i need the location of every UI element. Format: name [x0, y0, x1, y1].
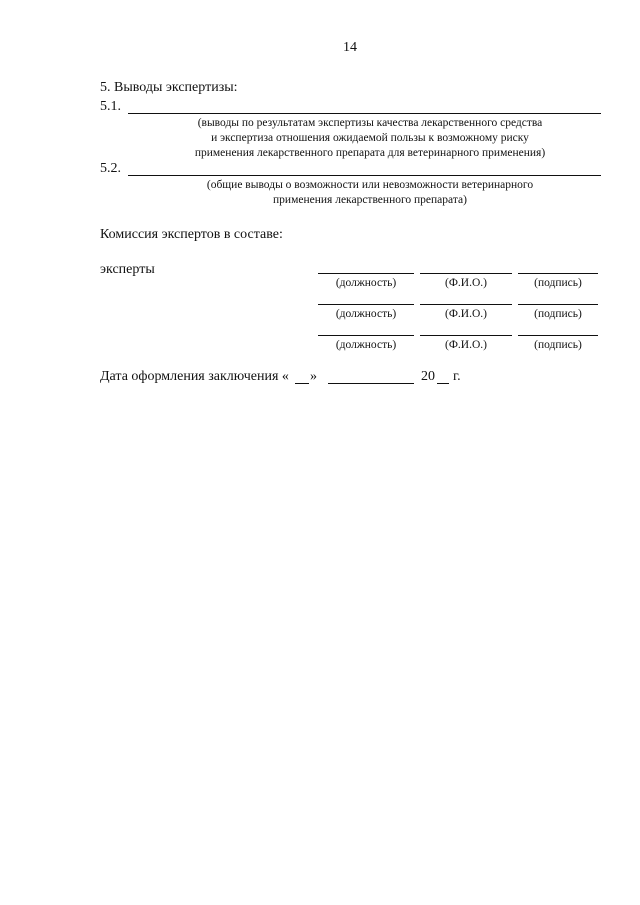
- caption-line: применения лекарственного препарата для ветеринарного применения): [194, 147, 546, 159]
- name-line: [420, 304, 512, 305]
- position-caption: (должность): [335, 277, 397, 289]
- item-5-1-label: 5.1.: [100, 99, 121, 114]
- name-caption: (Ф.И.О.): [445, 277, 487, 289]
- item-5-2-label: 5.2.: [100, 161, 121, 176]
- caption-line: и экспертиза отношения ожидаемой пользы к возможному риску: [211, 132, 529, 144]
- name-caption: (Ф.И.О.): [445, 308, 487, 320]
- position-line: [318, 273, 414, 274]
- section-heading: 5. Выводы экспертизы:: [100, 80, 238, 95]
- caption-line: применения лекарственного препарата): [273, 194, 467, 206]
- date-quote-close: »: [310, 369, 317, 384]
- name-caption: (Ф.И.О.): [445, 339, 487, 351]
- signature-line: [518, 335, 598, 336]
- position-caption: (должность): [335, 339, 397, 351]
- date-prefix: Дата оформления заключения «: [100, 369, 289, 384]
- position-line: [318, 304, 414, 305]
- signature-caption: (подпись): [534, 339, 582, 351]
- year-prefix: 20: [421, 369, 435, 384]
- month-blank-line: [328, 383, 414, 384]
- page-number: 14: [343, 40, 357, 55]
- signature-caption: (подпись): [534, 308, 582, 320]
- item-5-2-caption: [120, 178, 620, 208]
- commission-title: Комиссия экспертов в составе:: [100, 227, 283, 242]
- position-caption: (должность): [335, 308, 397, 320]
- day-blank-line: [295, 383, 309, 384]
- caption-line: (выводы по результатам экспертизы качества лекарственного средства: [197, 117, 543, 129]
- name-line: [420, 335, 512, 336]
- item-5-2-fill-line: [128, 175, 601, 176]
- signature-line: [518, 273, 598, 274]
- experts-label: эксперты: [100, 262, 155, 277]
- signature-line: [518, 304, 598, 305]
- item-5-1-caption: [120, 116, 620, 161]
- signature-caption: (подпись): [534, 277, 582, 289]
- item-5-1-fill-line: [128, 113, 601, 114]
- year-suffix: г.: [453, 369, 461, 384]
- position-line: [318, 335, 414, 336]
- caption-line: (общие выводы о возможности или невозможности ветеринарного: [206, 179, 534, 191]
- year-blank-line: [437, 383, 449, 384]
- name-line: [420, 273, 512, 274]
